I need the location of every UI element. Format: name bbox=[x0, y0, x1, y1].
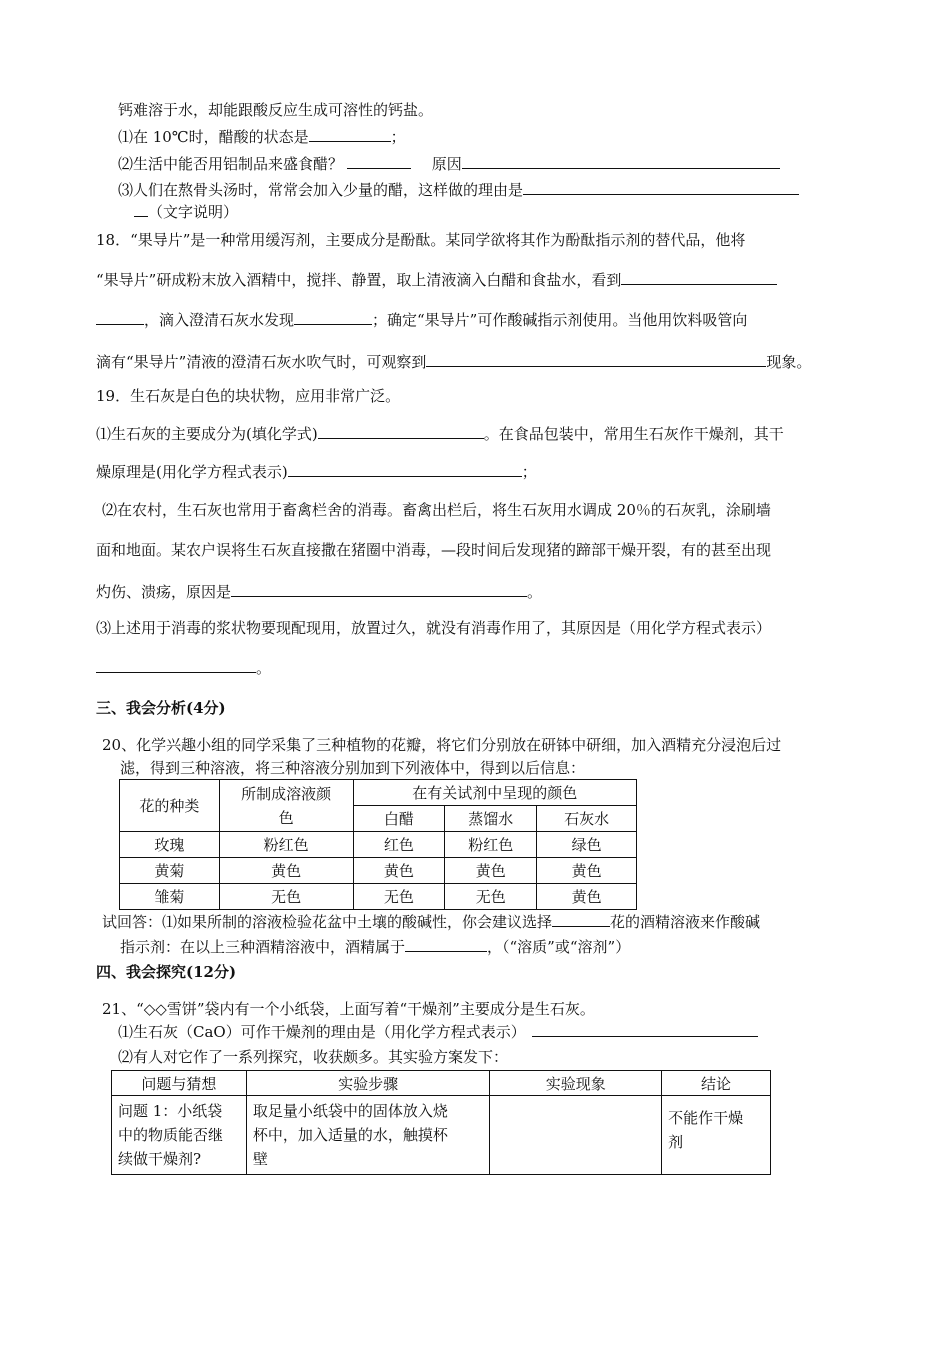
steps-cell-line: 杯中，加入适量的水，触摸杯 bbox=[252, 1126, 448, 1144]
answer-blank[interactable] bbox=[318, 424, 484, 439]
table-cell: 粉红色 bbox=[219, 832, 353, 858]
section-3-title: 三、我会分析(4分) bbox=[96, 699, 226, 717]
q17-part3 bbox=[118, 180, 799, 200]
answer-blank[interactable] bbox=[532, 1022, 758, 1037]
q21-line3: ⑵有人对它作了一系列探究，收获颇多。其实验方案发下： bbox=[118, 1048, 509, 1066]
q17-part1-end: ； bbox=[390, 128, 406, 146]
table-cell: 黄色 bbox=[219, 858, 353, 884]
table-row bbox=[112, 1096, 771, 1175]
q17-part1 bbox=[118, 127, 406, 147]
header-question: 问题与猜想 bbox=[112, 1071, 247, 1096]
answer-blank[interactable] bbox=[134, 202, 148, 217]
q17-intro-line: 钙难溶于水，却能跟酸反应生成可溶性的钙盐。 bbox=[118, 101, 434, 119]
q20-line1: 20、化学兴趣小组的同学采集了三种植物的花瓣，将它们分别放在研钵中研细，加入酒精充分浸泡后过 bbox=[102, 736, 782, 754]
table-cell: 绿色 bbox=[537, 832, 637, 858]
answer-blank[interactable] bbox=[294, 310, 372, 325]
q18-line3-text-b: ；确定“果导片”可作酸碱指示剂使用。当他用饮料吸管向 bbox=[372, 311, 748, 329]
q18-line3 bbox=[96, 310, 747, 330]
table-cell: 黄色 bbox=[353, 858, 445, 884]
table-cell: 无色 bbox=[353, 884, 445, 910]
header-solution-color bbox=[219, 780, 353, 832]
table-cell: 玫瑰 bbox=[120, 832, 220, 858]
header-vinegar: 白醋 bbox=[353, 806, 445, 832]
q18-line1: 18．“果导片”是一种常用缓泻剂，主要成分是酚酞。某同学欲将其作为酚酞指示剂的替代品，他将 bbox=[96, 231, 746, 249]
q21-line2 bbox=[118, 1022, 758, 1042]
table-cell: 黄色 bbox=[445, 858, 537, 884]
steps-cell-line: 壁 bbox=[252, 1150, 268, 1168]
table-row bbox=[120, 832, 637, 858]
q19-line6 bbox=[96, 582, 542, 602]
header-solution-color-b: 色 bbox=[278, 808, 294, 827]
q19-line8-text-b: 。 bbox=[256, 659, 272, 677]
answer-blank[interactable] bbox=[523, 180, 799, 195]
table-cell: 无色 bbox=[445, 884, 537, 910]
q21-line2-text: ⑴生石灰（CaO）可作干燥剂的理由是（用化学方程式表示） bbox=[118, 1023, 526, 1041]
question-cell bbox=[112, 1096, 247, 1175]
q18-line4-text-b: 现象。 bbox=[766, 353, 812, 371]
q17-part3-text: ⑶人们在熬骨头汤时，常常会加入少量的醋，这样做的理由是 bbox=[118, 181, 524, 199]
flower-color-table bbox=[119, 779, 637, 910]
answer-blank[interactable] bbox=[96, 658, 256, 673]
conclusion-cell bbox=[662, 1096, 771, 1175]
q19-line4: ⑵在农村，生石灰也常用于畜禽栏舍的消毒。畜禽出栏后，将生石灰用水调成 20％的石灰乳，涂刷墙 bbox=[102, 501, 771, 519]
table-cell: 红色 bbox=[353, 832, 445, 858]
header-solution-color-a: 所制成溶液颜 bbox=[241, 784, 332, 803]
q19-line7: ⑶上述用于消毒的浆状物要现配现用，放置过久，就没有消毒作用了，其原因是（用化学方程式表示） bbox=[96, 619, 772, 637]
q17-part2-text: ⑵生活中能否用铝制品来盛食醋？ bbox=[118, 155, 344, 173]
table-cell: 粉红色 bbox=[445, 832, 537, 858]
q19-line3-text-a: 燥原理是(用化学方程式表示) bbox=[96, 463, 288, 481]
q19-line6-text-a: 灼伤、溃疡，原因是 bbox=[96, 583, 232, 601]
q17-part1-text: ⑴在 10℃时，醋酸的状态是 bbox=[118, 128, 309, 146]
q19-line6-text-b: 。 bbox=[527, 583, 543, 601]
answer-blank[interactable] bbox=[288, 462, 522, 477]
q18-line4 bbox=[96, 352, 811, 372]
question-cell-line: 中的物质能否继 bbox=[118, 1126, 224, 1144]
q19-line3 bbox=[96, 462, 537, 482]
table-cell: 黄色 bbox=[537, 884, 637, 910]
q18-line2 bbox=[96, 270, 777, 290]
q19-line1: 19．生石灰是白色的块状物，应用非常广泛。 bbox=[96, 387, 401, 405]
header-limewater: 石灰水 bbox=[537, 806, 637, 832]
header-phenomenon: 实验现象 bbox=[490, 1071, 662, 1096]
q19-line5: 面和地面。某农户误将生石灰直接撒在猪圈中消毒，—段时间后发现猪的蹄部干燥开裂，有的甚至出现 bbox=[96, 541, 772, 559]
header-steps: 实验步骤 bbox=[246, 1071, 490, 1096]
q20-answer-text-c: 指示剂：在以上三种酒精溶液中，酒精属于 bbox=[120, 938, 406, 956]
question-cell-line: 问题 1：小纸袋 bbox=[118, 1102, 223, 1120]
q19-line8 bbox=[96, 658, 271, 678]
q20-answer-line1 bbox=[102, 912, 760, 932]
steps-cell bbox=[246, 1096, 490, 1175]
header-distilled-water: 蒸馏水 bbox=[445, 806, 537, 832]
answer-blank[interactable] bbox=[347, 154, 411, 169]
q19-line2-text-b: 。在食品包装中，常用生石灰作干燥剂，其干 bbox=[483, 425, 784, 443]
q19-line3-text-b: ； bbox=[521, 463, 537, 481]
q17-part3-note: （文字说明） bbox=[148, 203, 239, 221]
q19-line2-text-a: ⑴生石灰的主要成分为(填化学式) bbox=[96, 425, 318, 443]
table-row bbox=[120, 858, 637, 884]
table-row bbox=[120, 884, 637, 910]
phenomenon-cell[interactable] bbox=[490, 1096, 662, 1175]
q20-answer-text-a: 试回答：⑴如果所制的溶液检验花盆中土壤的酸碱性，你会建议选择 bbox=[102, 913, 553, 931]
section-4-title: 四、我会探究(12分) bbox=[96, 963, 237, 981]
answer-blank[interactable] bbox=[552, 912, 610, 927]
table-cell: 无色 bbox=[219, 884, 353, 910]
q20-line2: 滤，得到三种溶液，将三种溶液分别加到下列液体中，得到以后信息： bbox=[120, 759, 586, 777]
conclusion-cell-line: 剂 bbox=[668, 1133, 684, 1151]
table-cell: 黄菊 bbox=[120, 858, 220, 884]
q18-line4-text-a: 滴有“果导片”清液的澄清石灰水吹气时，可观察到 bbox=[96, 353, 427, 371]
table-header-row bbox=[112, 1071, 771, 1096]
conclusion-cell-line: 不能作干燥 bbox=[668, 1109, 744, 1127]
q18-line3-text-a: ，滴入澄清石灰水发现 bbox=[144, 311, 295, 329]
experiment-table bbox=[111, 1070, 771, 1175]
answer-blank[interactable] bbox=[405, 937, 487, 952]
answer-blank[interactable] bbox=[96, 310, 144, 325]
q17-part3-cont bbox=[134, 202, 238, 222]
table-cell: 黄色 bbox=[537, 858, 637, 884]
table-header-row bbox=[120, 780, 637, 806]
header-conclusion: 结论 bbox=[662, 1071, 771, 1096]
answer-blank[interactable] bbox=[309, 127, 391, 142]
q17-part2 bbox=[118, 154, 780, 174]
q18-line2-text: “果导片”研成粉末放入酒精中，搅拌、静置，取上清液滴入白醋和食盐水，看到 bbox=[96, 271, 622, 289]
q19-line2 bbox=[96, 424, 784, 444]
header-reagent-colors: 在有关试剂中呈现的颜色 bbox=[353, 780, 636, 806]
q20-answer-line2 bbox=[120, 937, 630, 957]
question-cell-line: 续做干燥剂? bbox=[118, 1150, 202, 1168]
q20-answer-text-d: ，（“溶质”或“溶剂”） bbox=[487, 938, 631, 956]
q20-answer-text-b: 花的酒精溶液来作酸碱 bbox=[610, 913, 761, 931]
answer-blank[interactable] bbox=[426, 352, 766, 367]
steps-cell-line: 取足量小纸袋中的固体放入烧 bbox=[252, 1102, 448, 1120]
q17-part2-reason: 原因 bbox=[431, 155, 462, 173]
table-cell: 雏菊 bbox=[120, 884, 220, 910]
answer-blank[interactable] bbox=[621, 270, 777, 285]
header-flower-type: 花的种类 bbox=[120, 780, 220, 832]
q21-line1: 21、“◇◇雪饼”袋内有一个小纸袋，上面写着“干燥剂”主要成分是生石灰。 bbox=[102, 1000, 595, 1018]
answer-blank[interactable] bbox=[462, 154, 780, 169]
answer-blank[interactable] bbox=[231, 582, 527, 597]
